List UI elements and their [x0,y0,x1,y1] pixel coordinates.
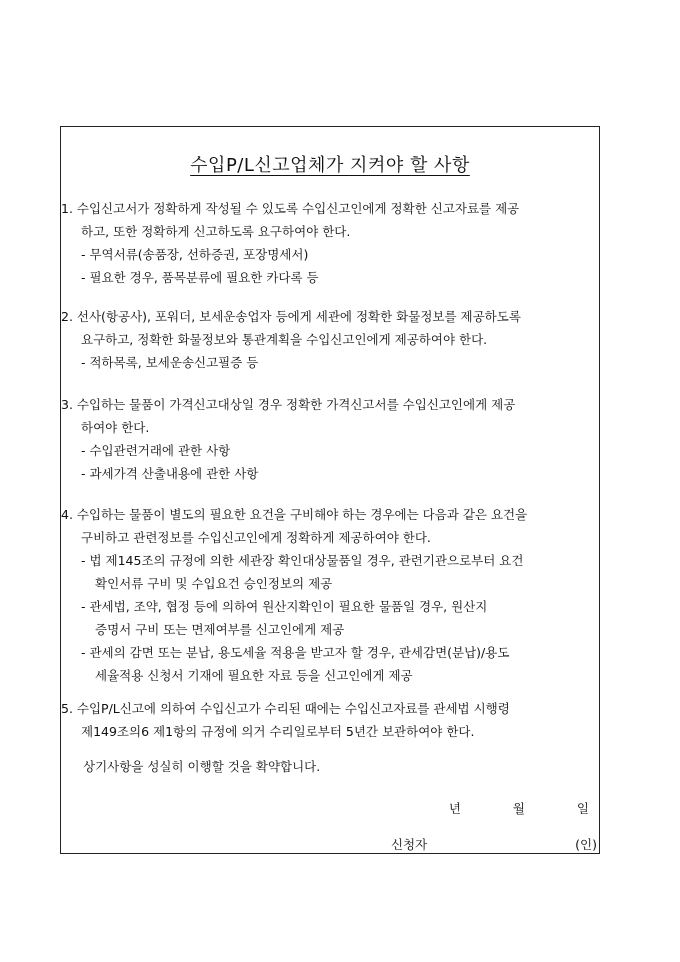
item-3-sub-1: - 수입관련거래에 관한 사항 [81,443,231,458]
pledge-statement: 상기사항을 성실히 이행할 것을 확약합니다. [83,759,321,774]
item-4-sub-3-cont: 세율적용 신청서 기재에 필요한 자료 등을 신고인에게 제공 [95,668,413,683]
applicant-label: 신청자 [390,837,428,852]
item-4-sub-1: - 법 제145조의 규정에 의한 세관장 확인대상물품일 경우, 관련기관으로부터 요건 [81,553,524,568]
date-line [449,799,589,817]
item-3-sub-2: - 과세가격 산출내용에 관한 사항 [81,466,259,481]
item-1-sub-2: - 필요한 경우, 품목분류에 필요한 카다록 등 [81,270,319,285]
item-5 [61,697,591,743]
item-1-line-1: 1. 수입신고서가 정확하게 작성될 수 있도록 수입신고인에게 정확한 신고자료를 제공 [61,201,520,216]
item-1-line-2: 하고, 또한 정확하게 신고하도록 요구하여야 한다. [81,224,351,239]
item-2 [61,305,591,374]
item-4-line-2: 구비하고 관련정보를 수입신고인에게 정확하게 제공하여야 한다. [81,530,431,545]
item-2-sub-1: - 적하목록, 보세운송신고필증 등 [81,355,259,370]
item-3-line-1: 3. 수입하는 물품이 가격신고대상일 경우 정확한 가격신고서를 수입신고인에게 제공 [61,397,516,412]
item-4 [61,503,591,687]
item-4-sub-2-cont: 증명서 구비 또는 면제여부를 신고인에게 제공 [95,622,345,637]
item-4-sub-2: - 관세법, 조약, 협정 등에 의하여 원산지확인이 필요한 물품일 경우, 원산지 [81,599,488,614]
item-2-line-2: 요구하고, 정확한 화물정보와 통관계획을 수입신고인에게 제공하여야 한다. [81,332,488,347]
item-4-sub-3: - 관세의 감면 또는 분납, 용도세율 적용을 받고자 할 경우, 관세감면(분납)/용도 [81,645,510,660]
item-3-line-2: 하여야 한다. [81,420,150,435]
document-title: 수입P/L신고업체가 지켜야 할 사항 [190,155,470,176]
item-5-line-1: 5. 수입P/L신고에 의하여 수입신고가 수리된 때에는 수입신고자료를 관세법 시행령 [61,701,510,716]
item-3 [61,393,591,485]
date-day: 일 [576,801,589,816]
date-year: 년 [448,801,461,816]
item-4-line-1: 4. 수입하는 물품이 별도의 필요한 요건을 구비해야 하는 경우에는 다음과 같은 요건을 [61,507,528,522]
item-5-line-2: 제149조의6 제1항의 규정에 의거 수리일로부터 5년간 보관하여야 한다. [81,724,475,739]
signature-line [391,835,597,853]
document-frame [60,126,600,854]
item-4-sub-1-cont: 확인서류 구비 및 수입요건 승인정보의 제공 [95,576,333,591]
item-1-sub-1: - 무역서류(송품장, 선하증권, 포장명세서) [81,247,309,262]
date-month: 월 [512,801,525,816]
seal-mark: (인) [575,837,597,852]
item-2-line-1: 2. 선사(항공사), 포워더, 보세운송업자 등에게 세관에 정확한 화물정보를 제공하도록 [61,309,521,324]
item-1 [61,197,591,289]
